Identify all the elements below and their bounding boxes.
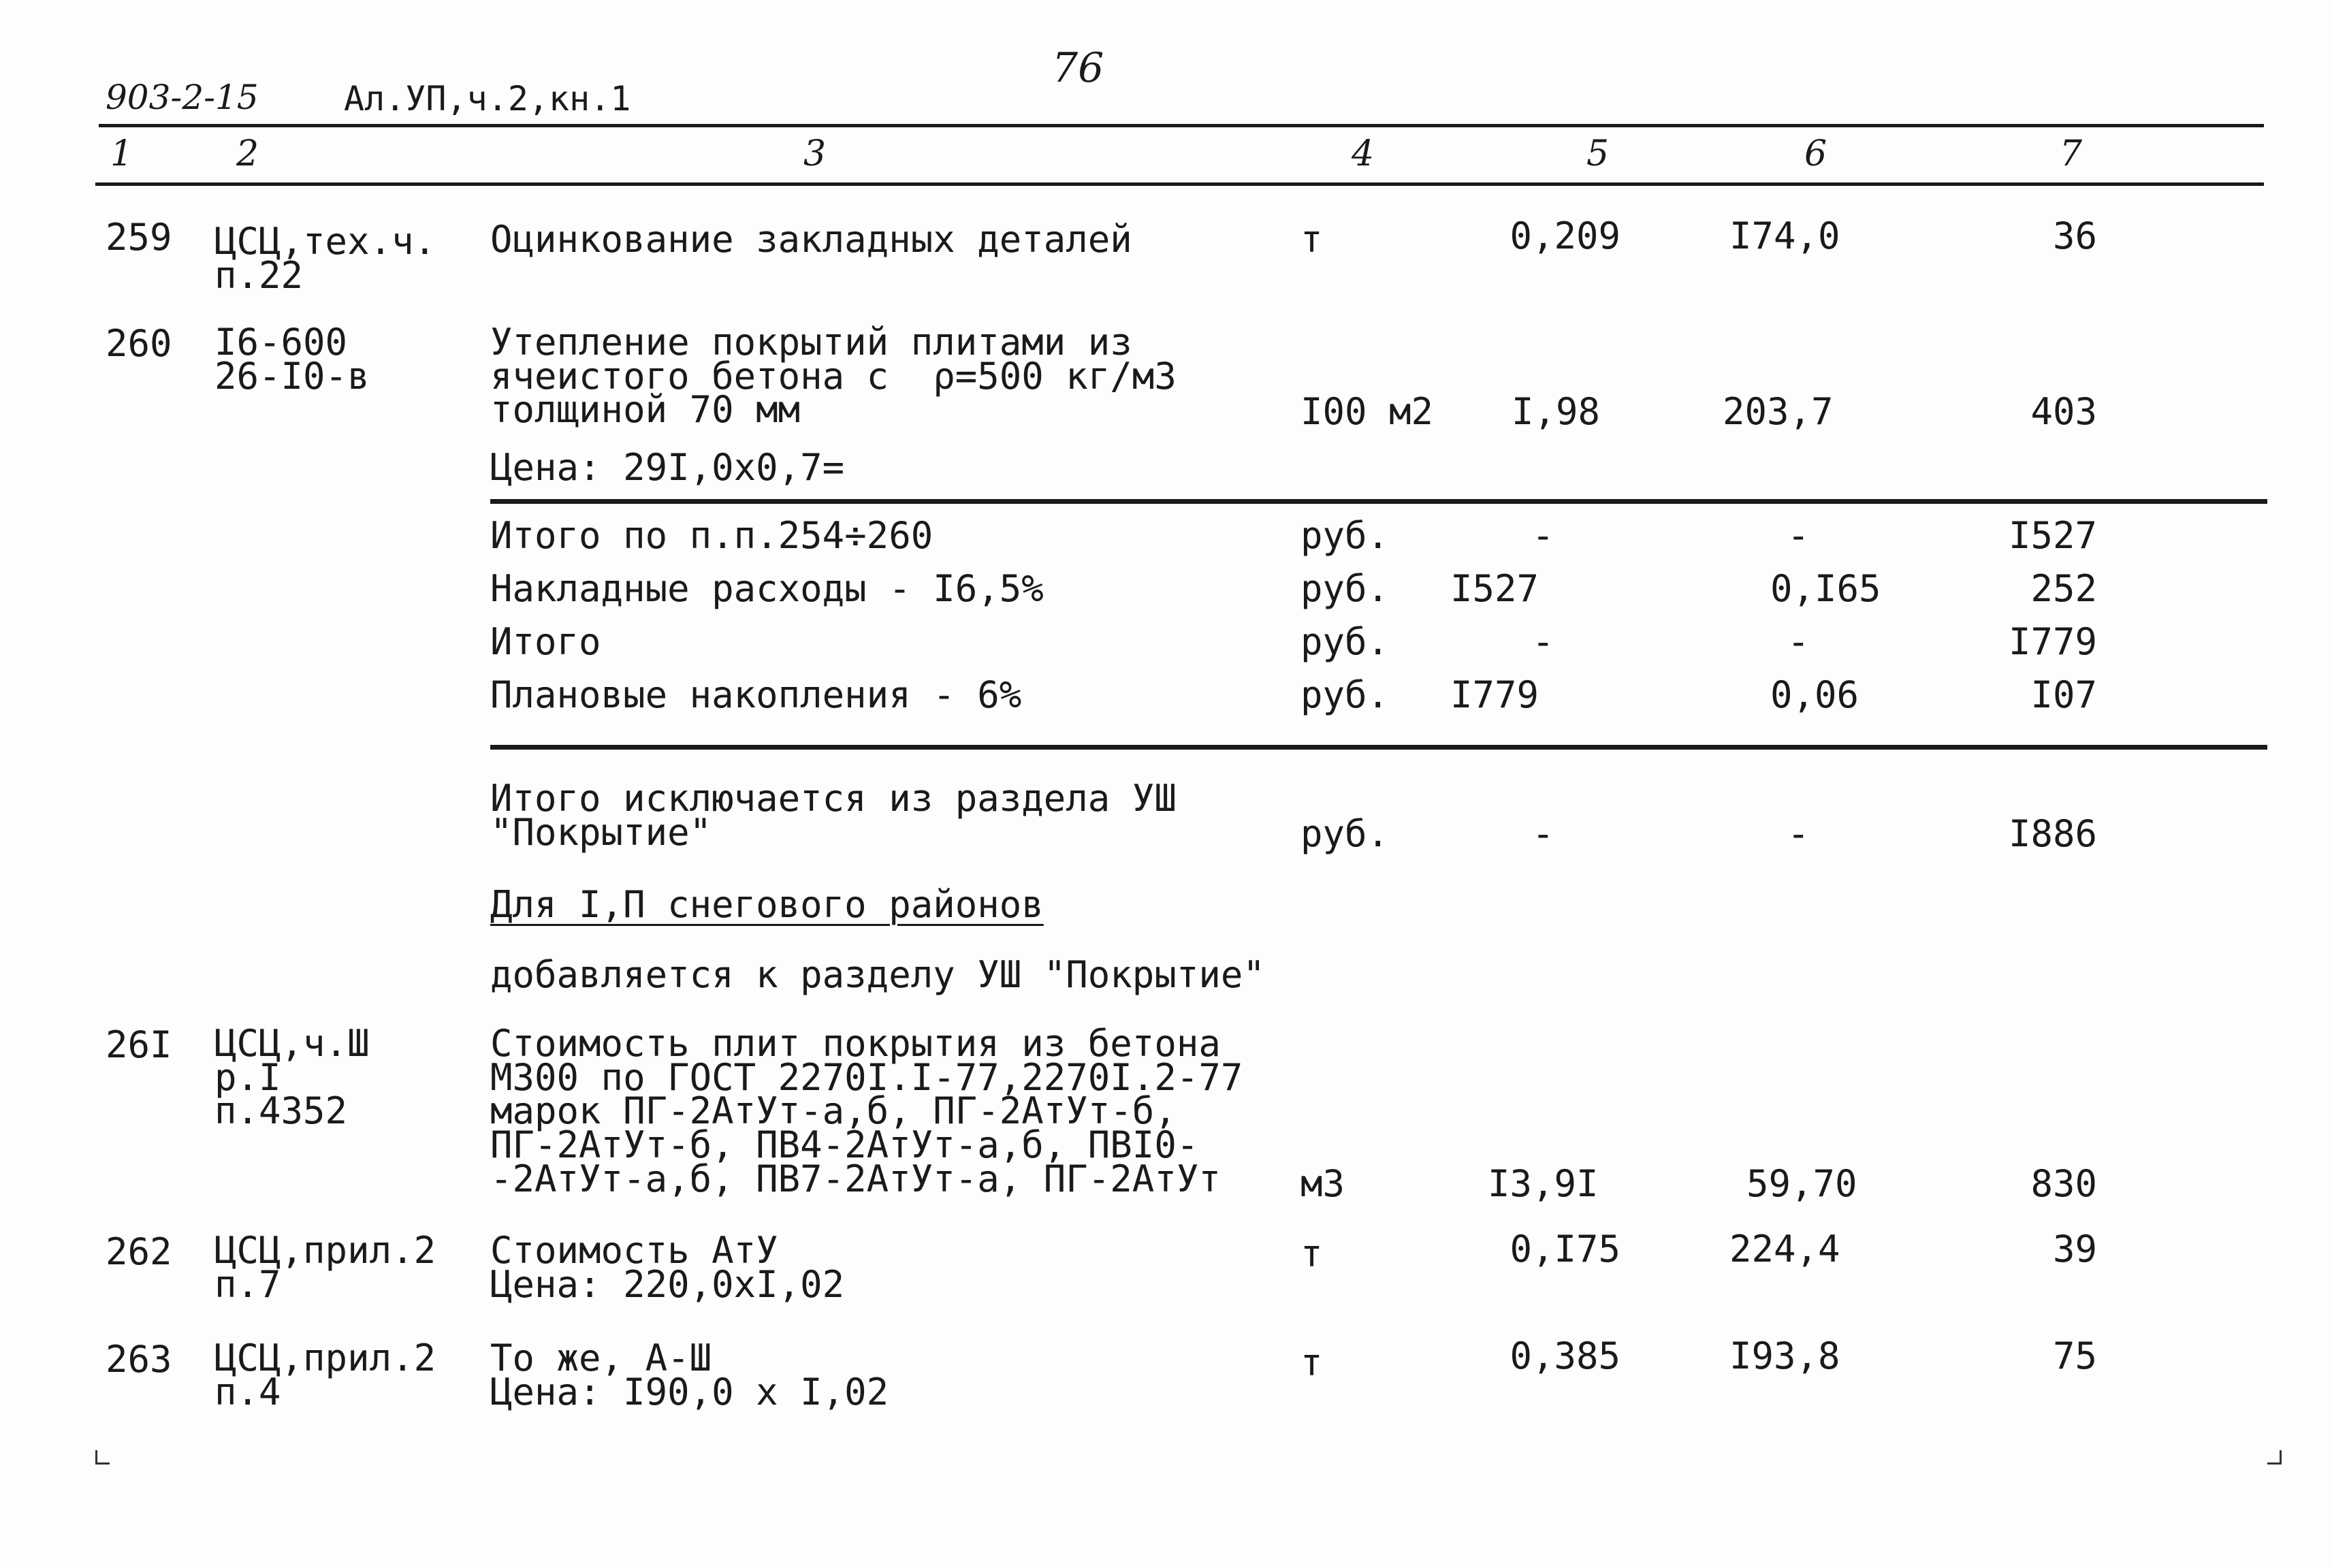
total-cost: I779 (2008, 620, 2097, 663)
row-261-unit-price: 59,70 (1746, 1162, 1857, 1205)
row-260-unit-price: 203,7 (1723, 390, 1834, 433)
column-header-7: 7 (2060, 133, 2083, 174)
crop-mark-left (95, 1450, 110, 1465)
subtotal-unit: руб. (1300, 514, 1390, 557)
column-header-6: 6 (1804, 133, 1827, 174)
planned-savings-base: I779 (1450, 673, 1539, 716)
subtotal-rule-bottom (490, 745, 2267, 750)
row-260-description: Утепление покрытий плитами из ячеистого бетона с ρ=500 кг/м3 толщиной 70 мм (490, 321, 1177, 432)
row-263-reference: ЦСЦ,прил.2 п.4 (214, 1337, 436, 1413)
row-259-number: 259 (106, 216, 172, 259)
total-unit: руб. (1300, 620, 1390, 663)
total-excluded-unit-price: - (1787, 812, 1810, 855)
page-number: 76 (1052, 44, 1104, 92)
row-259-reference: ЦСЦ,тех.ч. п.22 (214, 220, 436, 297)
total-quantity: - (1532, 620, 1554, 663)
row-263-quantity: 0,385 (1510, 1334, 1620, 1377)
row-262-number: 262 (106, 1230, 172, 1273)
planned-savings-rate: 0,06 (1770, 673, 1859, 716)
overhead-label: Накладные расходы - I6,5% (490, 567, 1044, 610)
header-rule (99, 124, 2264, 127)
total-excluded-unit: руб. (1300, 812, 1390, 855)
planned-savings-unit: руб. (1300, 673, 1390, 716)
row-261-description: Стоимость плит покрытия из бетона М300 по ГОСТ 2270I.I-77,2270I.2-77 марок ПГ-2АтУт-а,б, ПГ-2АтУт-б, ПГ-2АтУт-б, ПВ4-2АтУт-а,б, ПВI0- -2АтУт-а,б, ПВ7-2АтУт-а, ПГ-2АтУт (490, 1022, 1243, 1200)
column-header-3: 3 (803, 133, 827, 174)
total-excluded-quantity: - (1532, 812, 1554, 855)
row-263-unit: т (1300, 1341, 1323, 1384)
total-label: Итого (490, 620, 601, 663)
row-260-quantity: I,98 (1511, 390, 1600, 433)
row-261-cost: 830 (2030, 1162, 2097, 1205)
row-259-description: Оцинкование закладных деталей (490, 218, 1132, 261)
column-header-rule (95, 182, 2264, 186)
row-262-unit-price: 224,4 (1729, 1228, 1840, 1270)
subtotal-cost: I527 (2008, 514, 2097, 557)
row-259-unit: т (1300, 218, 1323, 261)
row-260-reference: I6-600 26-I0-в (214, 321, 370, 398)
overhead-unit: руб. (1300, 567, 1390, 610)
row-261-number: 26I (106, 1023, 172, 1066)
row-260-price-formula: Цена: 29I,0х0,7= (490, 446, 845, 489)
row-263-unit-price: I93,8 (1729, 1334, 1840, 1377)
row-261-unit: м3 (1300, 1162, 1345, 1205)
column-header-2: 2 (236, 133, 259, 174)
row-262-cost: 39 (2052, 1228, 2097, 1270)
total-excluded-cost: I886 (2008, 812, 2097, 855)
row-262-reference: ЦСЦ,прил.2 п.7 (214, 1229, 436, 1306)
row-262-unit: т (1300, 1232, 1323, 1275)
planned-savings-cost: I07 (2030, 673, 2097, 716)
row-259-unit-price: I74,0 (1729, 214, 1840, 257)
subtotal-rule-top (490, 499, 2267, 504)
row-263-number: 263 (106, 1338, 172, 1381)
subtotal-label: Итого по п.п.254÷260 (490, 514, 933, 557)
row-259-quantity: 0,209 (1510, 214, 1620, 257)
overhead-rate: 0,I65 (1770, 567, 1881, 610)
row-263-cost: 75 (2052, 1334, 2097, 1377)
column-header-5: 5 (1586, 133, 1610, 174)
column-header-4: 4 (1352, 133, 1375, 174)
row-260-cost: 403 (2030, 390, 2097, 433)
total-unit-price: - (1787, 620, 1810, 663)
document-code: 903-2-15 (106, 78, 259, 117)
overhead-cost: 252 (2030, 567, 2097, 610)
row-260-unit: I00 м2 (1300, 390, 1434, 433)
row-261-quantity: I3,9I (1488, 1162, 1599, 1205)
row-261-reference: ЦСЦ,ч.Ш р.I п.4352 (214, 1022, 370, 1133)
row-263-description: То же, А-Ш Цена: I90,0 х I,02 (490, 1337, 889, 1413)
row-260-number: 260 (106, 322, 172, 365)
section-heading: Для I,П снегового районов (490, 883, 1044, 926)
subtotal-unit-price: - (1787, 514, 1810, 557)
crop-mark-right (2267, 1450, 2282, 1465)
column-header-1: 1 (110, 133, 133, 174)
subtotal-quantity: - (1532, 514, 1554, 557)
row-259-cost: 36 (2052, 214, 2097, 257)
total-excluded-label: Итого исключается из раздела УШ "Покрытие" (490, 777, 1177, 854)
overhead-base: I527 (1450, 567, 1539, 610)
row-262-description: Стоимость АтУ Цена: 220,0хI,02 (490, 1229, 845, 1306)
album-reference: Ал.УП,ч.2,кн.1 (344, 79, 631, 118)
planned-savings-label: Плановые накопления - 6% (490, 673, 1022, 716)
section-note: добавляется к разделу УШ "Покрытие" (490, 953, 1265, 996)
row-262-quantity: 0,I75 (1510, 1228, 1620, 1270)
